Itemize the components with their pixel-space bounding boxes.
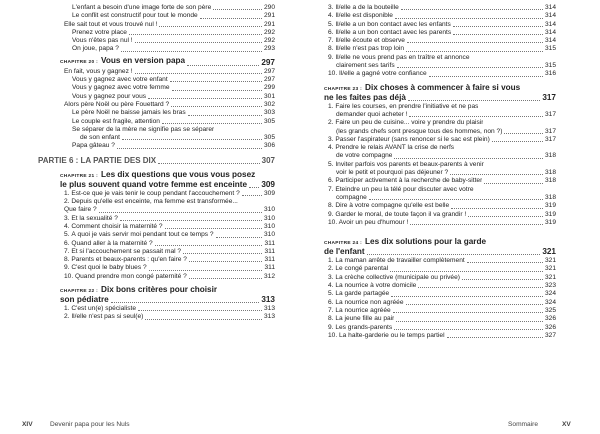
toc-entry <box>60 215 275 223</box>
toc-entry-text: 2. Il/elle n'est pas si seul(e) <box>64 313 144 321</box>
toc-entry-page: 292 <box>263 37 275 45</box>
toc-entry-text: voir le petit et pourquoi pas déjeuner ? <box>336 169 449 177</box>
toc-entry-page: 306 <box>263 142 275 150</box>
running-title: Sommaire <box>508 421 539 428</box>
toc-entry-page: 290 <box>263 4 275 11</box>
toc-entry-text: 7. La nourrice agréée <box>328 306 391 314</box>
dot-leader <box>155 245 263 246</box>
toc-entry-text: 3. Il/elle a de la bouteille <box>328 4 399 11</box>
toc-entry <box>60 93 275 101</box>
toc-entry-text: 6. Quand aller à la maternité ? <box>64 239 153 247</box>
toc-entry <box>324 169 556 177</box>
dot-leader <box>172 90 262 91</box>
toc-entry <box>60 305 275 313</box>
page-number: XV <box>562 421 571 428</box>
toc-entry <box>60 231 275 239</box>
toc-entry-text: 5. Il/elle a un bon contact avec les enfants <box>328 20 451 28</box>
toc-entry-page: 301 <box>263 92 275 100</box>
toc-entry-text: 1. Est-ce que je vais tenir le coup pendant l'accouchement ? <box>64 189 240 197</box>
toc-entry-page: 293 <box>263 45 275 53</box>
toc-entry-text: 2. Le congé parental <box>328 265 389 273</box>
chapter-title-line2: le plus souvent quand votre femme est enceinte <box>60 179 247 189</box>
dot-leader <box>447 337 543 338</box>
right-page <box>300 0 600 434</box>
toc-entry <box>60 109 275 117</box>
toc-entry <box>324 194 556 202</box>
dot-leader <box>242 195 262 196</box>
toc-entry <box>324 29 556 37</box>
toc-entry-text: 6. Il/elle a un bon contact avec les parents <box>328 28 452 36</box>
toc-entry <box>60 313 275 321</box>
toc-entry <box>60 4 275 12</box>
toc-entry <box>324 186 556 194</box>
dot-leader <box>138 310 262 311</box>
chapter-label: CHAPITRE 20 : <box>60 59 99 65</box>
dot-leader <box>99 212 262 213</box>
toc-entry-text: 10. Avoir un peu d'humour ! <box>328 218 409 226</box>
dot-leader <box>450 174 543 175</box>
toc-entry <box>324 62 556 70</box>
toc-entry <box>60 126 275 134</box>
toc-entry <box>324 37 556 45</box>
chapter-title: Les dix solutions pour la garde <box>365 237 487 247</box>
toc-entry-page: 321 <box>544 257 556 265</box>
dot-leader <box>117 148 262 149</box>
chapter-label: CHAPITRE 23 : <box>324 86 363 92</box>
toc-entry-page: 314 <box>544 20 556 28</box>
toc-entry-text: 8. La jeune fille au pair <box>328 315 395 323</box>
toc-entry-page: 303 <box>263 109 275 117</box>
toc-entry-page: 311 <box>264 247 275 255</box>
dot-leader <box>369 199 543 200</box>
toc-entry <box>324 202 556 210</box>
dot-leader <box>171 106 262 107</box>
toc-entry-text: 7. Il/elle écoute et observe <box>328 37 405 45</box>
toc-entry <box>60 206 275 214</box>
dot-leader <box>468 216 543 217</box>
toc-entry-page: 326 <box>544 323 556 331</box>
toc-entry <box>324 136 556 144</box>
toc-entry-text: 3. Et la sexualité ? <box>64 214 118 222</box>
chapter-22-heading <box>60 285 275 305</box>
dot-leader <box>148 98 262 99</box>
dot-leader <box>121 51 262 52</box>
dot-leader <box>159 26 262 27</box>
toc-entry-page: 291 <box>263 12 275 20</box>
toc-entry-page: 311 <box>264 264 275 272</box>
toc-entry-text: 9. Il/elle ne vous prend pas en traître et annonce <box>328 53 470 61</box>
toc-entry-text: Papa gâteau ? <box>72 142 115 150</box>
toc-entry-page: 319 <box>544 202 556 210</box>
toc-entry-text: Vous n'êtes pas nul ! <box>72 37 133 45</box>
toc-entry <box>60 45 275 53</box>
toc-entry-page: 309 <box>263 189 275 197</box>
toc-entry-text: 4. La nourrice à votre domicile <box>328 282 417 290</box>
toc-entry <box>324 211 556 219</box>
toc-entry-text: Le couple est fragile, attention <box>72 117 160 125</box>
dot-leader <box>401 9 543 10</box>
toc-entry <box>324 274 556 282</box>
toc-entry-text: clairement ses tarifs <box>336 62 395 70</box>
dot-leader <box>135 73 262 74</box>
toc-entry <box>60 223 275 231</box>
toc-entry-text: Alors père Noël ou père Fouettard ? <box>64 100 170 108</box>
toc-entry-page: 317 <box>544 110 556 118</box>
toc-entry <box>324 4 556 12</box>
toc-entry <box>324 257 556 265</box>
toc-entry <box>60 264 275 272</box>
toc-entry-text: 4. Prendre le relais AVANT la crise de nerfs <box>328 144 455 152</box>
toc-entry-text: 8. Il/elle n'est pas trop loin <box>328 45 405 53</box>
dot-leader <box>409 116 543 117</box>
toc-entry <box>324 70 556 78</box>
toc-entry-page: 317 <box>544 127 556 135</box>
toc-entry-text: 10. Quand prendre mon congé paternité ? <box>64 272 187 280</box>
toc-entry-text: demander quoi acheter ! <box>336 110 408 118</box>
toc-entry-page: 305 <box>263 117 275 125</box>
toc-entry <box>60 134 275 142</box>
toc-entry <box>60 273 275 281</box>
dot-leader <box>406 51 543 52</box>
toc-entry-page: 324 <box>544 290 556 298</box>
toc-entry-text: 2. Depuis qu'elle est enceinte, ma femme est transformée... <box>64 198 238 206</box>
part-6-heading <box>38 155 275 166</box>
toc-entry-page: 325 <box>544 306 556 314</box>
toc-entry <box>324 219 556 227</box>
toc-entry-page: 326 <box>544 315 556 323</box>
dot-leader <box>189 278 262 279</box>
chapter-title: Dix bons critères pour choisir <box>101 285 218 295</box>
chapter-label: CHAPITRE 22 : <box>60 289 99 295</box>
toc-entry-page: 313 <box>263 313 275 321</box>
toc-entry-text: de votre compagne <box>336 152 393 160</box>
toc-entry <box>324 119 556 127</box>
dot-leader <box>504 133 543 134</box>
toc-entry-text: (les grands chefs sont presque tous des hommes, non ?) <box>336 127 503 135</box>
dot-leader <box>394 158 543 159</box>
toc-entry-text: L'enfant a besoin d'une image forte de son père <box>72 4 212 11</box>
toc-entry-text: Vous y gagnez pour vous <box>72 92 147 100</box>
chapter-title-line2: ne les faites pas déjà <box>324 92 406 102</box>
page-number: XIV <box>22 421 33 428</box>
toc-entry-text: 1. Faire les courses, en prendre l'initiative et ne pas <box>328 102 479 110</box>
toc-entry <box>324 152 556 160</box>
left-toc-column <box>38 4 275 322</box>
toc-entry-text: 9. Garder le moral, de toute façon il va grandir ! <box>328 210 467 218</box>
toc-entry-text: 10. Il/elle a gagné votre confiance <box>328 70 427 78</box>
toc-entry <box>60 190 275 198</box>
dot-leader <box>135 42 262 43</box>
toc-entry-page: 314 <box>544 4 556 11</box>
toc-entry-text: On joue, papa ? <box>72 45 119 53</box>
toc-entry <box>324 54 556 62</box>
toc-entry-page: 299 <box>263 84 275 92</box>
toc-entry-page: 327 <box>544 331 556 339</box>
toc-entry-page: 310 <box>263 214 275 222</box>
dot-leader <box>213 9 262 10</box>
dot-leader <box>492 141 543 142</box>
toc-entry-text: 1. La maman arrête de travailler complètement <box>328 257 465 265</box>
toc-entry-text: 5. Inviter parfois vos parents et beaux-parents à venir <box>328 160 484 168</box>
toc-entry <box>60 142 275 150</box>
toc-entry-text: 3. Passer l'aspirateur (sans renoncer si le sac est plein) <box>328 135 490 143</box>
toc-entry-page: 310 <box>263 222 275 230</box>
toc-entry <box>60 37 275 45</box>
dot-leader <box>393 312 543 313</box>
chapter-title: Les dix questions que vous vous posez <box>101 169 256 179</box>
chapter-23-heading <box>324 83 556 103</box>
toc-entry-page: 317 <box>544 135 556 143</box>
toc-entry-page: 315 <box>544 45 556 53</box>
dot-leader <box>162 123 262 124</box>
chapter-page: 313 <box>261 295 275 305</box>
toc-entry-text: Se séparer de la mère ne signifie pas se séparer <box>72 125 215 133</box>
toc-entry-page: 313 <box>263 305 275 313</box>
toc-entry <box>324 12 556 20</box>
dot-leader <box>451 208 543 209</box>
toc-entry-page: 311 <box>264 239 275 247</box>
dot-leader <box>216 237 262 238</box>
dot-leader <box>122 139 262 140</box>
toc-entry-text: Vous y gagnez avec votre femme <box>72 84 170 92</box>
toc-entry-text: 7. Éteindre un peu la télé pour discuter avec votre <box>328 185 474 193</box>
toc-entry-page: 319 <box>544 210 556 218</box>
chapter-21-heading <box>60 170 275 190</box>
dot-leader <box>453 34 543 35</box>
chapter-24-heading <box>324 237 556 257</box>
toc-entry-text: 9. Les grands-parents <box>328 323 393 331</box>
chapter-label: CHAPITRE 24 : <box>324 241 363 247</box>
toc-entry-page: 314 <box>544 12 556 20</box>
toc-entry-page: 321 <box>544 273 556 281</box>
toc-entry-page: 297 <box>263 76 275 84</box>
dot-leader <box>407 42 543 43</box>
dot-leader <box>170 81 262 82</box>
toc-entry-page: 297 <box>263 67 275 75</box>
toc-entry-page: 305 <box>263 134 275 142</box>
toc-entry-page: 311 <box>264 256 275 264</box>
chapter-title-line2: de l'enfant <box>324 247 365 257</box>
dot-leader <box>120 220 262 221</box>
toc-entry <box>324 177 556 185</box>
toc-entry <box>324 307 556 315</box>
toc-entry-text: 6. La nourrice non agréée <box>328 298 404 306</box>
toc-entry-text: 6. Participer activement à la recherche de baby-sitter <box>328 177 483 185</box>
dot-leader <box>200 18 262 19</box>
toc-entry <box>324 315 556 323</box>
dot-leader <box>391 296 543 297</box>
dot-leader <box>189 261 263 262</box>
toc-entry <box>324 144 556 152</box>
dot-leader <box>395 18 543 19</box>
dot-leader <box>467 262 543 263</box>
toc-entry-page: 314 <box>544 37 556 45</box>
chapter-title-line2: son pédiatre <box>60 295 109 305</box>
toc-entry <box>324 128 556 136</box>
dot-leader <box>418 287 543 288</box>
toc-entry <box>324 324 556 332</box>
dot-leader <box>390 271 543 272</box>
dot-leader <box>484 183 543 184</box>
toc-entry-page: 324 <box>544 298 556 306</box>
toc-entry-page: 315 <box>544 62 556 70</box>
toc-entry <box>60 29 275 37</box>
toc-entry <box>324 21 556 29</box>
toc-entry-page: 318 <box>544 177 556 185</box>
toc-entry-text: Prenez votre place <box>72 28 127 36</box>
right-toc-column <box>324 4 556 340</box>
toc-entry-text: Le conflit est constructif pour tout le monde <box>72 12 198 20</box>
toc-entry-page: 302 <box>263 100 275 108</box>
toc-entry <box>60 248 275 256</box>
toc-entry-text: 7. Et si l'accouchement se passait mal ? <box>64 247 182 255</box>
chapter-20-heading <box>60 55 275 68</box>
dot-leader <box>188 115 262 116</box>
toc-entry <box>60 12 275 20</box>
toc-entry-text: Vous y gagnez avec votre enfant <box>72 76 168 84</box>
dot-leader <box>429 76 543 77</box>
dot-leader <box>149 270 263 271</box>
toc-entry <box>60 68 275 76</box>
dot-leader <box>165 228 262 229</box>
toc-entry-text: de son enfant <box>80 134 120 142</box>
toc-entry <box>60 84 275 92</box>
toc-entry <box>324 290 556 298</box>
toc-entry-text: 10. La halte-garderie ou le temps partiel <box>328 331 445 339</box>
toc-entry-page: 323 <box>544 282 556 290</box>
dot-leader <box>397 67 543 68</box>
chapter-page: 317 <box>542 92 556 102</box>
toc-entry-page: 291 <box>263 20 275 28</box>
toc-entry-text: Elle sait tout et vous trouvé nul ! <box>64 20 158 28</box>
toc-entry-page: 321 <box>544 265 556 273</box>
toc-entry <box>324 161 556 169</box>
toc-entry-page: 310 <box>263 231 275 239</box>
toc-entry-page: 318 <box>544 152 556 160</box>
part-page: 307 <box>261 155 275 165</box>
toc-entry <box>60 240 275 248</box>
toc-entry <box>60 76 275 84</box>
chapter-title: Dix choses à commencer à faire si vous <box>365 82 521 92</box>
toc-entry-page: 310 <box>263 206 275 214</box>
toc-entry-text: Le père Noël ne baisse jamais les bras <box>72 109 186 117</box>
toc-entry <box>60 198 275 206</box>
dot-leader <box>145 319 262 320</box>
toc-entry <box>324 45 556 53</box>
toc-entry-page: 319 <box>544 218 556 226</box>
toc-entry <box>60 21 275 29</box>
dot-leader <box>462 279 543 280</box>
toc-entry-page: 292 <box>263 28 275 36</box>
dot-leader <box>396 321 543 322</box>
running-title: Devenir papa pour les Nuls <box>50 421 130 428</box>
toc-entry-text: 9. C'est quoi le baby blues ? <box>64 264 147 272</box>
toc-entry <box>324 282 556 290</box>
dot-leader <box>129 34 262 35</box>
toc-entry-text: compagne <box>336 193 367 201</box>
toc-entry-text: 1. C'est un(e) spécialiste <box>64 305 136 313</box>
toc-entry <box>60 118 275 126</box>
toc-entry-text: 8. Parents et beaux-parents : qu'en faire ? <box>64 256 187 264</box>
chapter-page: 297 <box>261 57 275 67</box>
toc-entry-text: Que faire ? <box>64 206 97 214</box>
toc-entry-text: En fait, vous y gagnez ! <box>64 67 133 75</box>
toc-entry <box>324 103 556 111</box>
chapter-page: 321 <box>542 247 556 257</box>
toc-entry-text: 3. La crèche collective (municipale ou privée) <box>328 273 460 281</box>
chapter-page: 309 <box>261 179 275 189</box>
toc-entry-text: 8. Dire à votre compagne qu'elle est belle <box>328 202 450 210</box>
toc-entry-text: 4. Comment choisir la maternité ? <box>64 222 163 230</box>
chapter-label: CHAPITRE 21 : <box>60 173 99 179</box>
toc-entry <box>60 256 275 264</box>
toc-entry <box>324 265 556 273</box>
toc-entry <box>324 332 556 340</box>
chapter-title: Vous en version papa <box>101 55 186 65</box>
toc-entry <box>324 299 556 307</box>
toc-entry-page: 314 <box>544 28 556 36</box>
toc-entry-text: 5. À quoi je vais servir moi pendant tout ce temps ? <box>64 231 214 239</box>
toc-entry <box>324 111 556 119</box>
toc-entry-page: 318 <box>544 193 556 201</box>
dot-leader <box>410 224 543 225</box>
dot-leader <box>183 253 262 254</box>
part-title: PARTIE 6 : LA PARTIE DES DIX <box>38 155 157 165</box>
toc-entry-page: 316 <box>544 70 556 78</box>
toc-entry-page: 312 <box>263 272 275 280</box>
toc-entry <box>60 101 275 109</box>
dot-leader <box>394 329 543 330</box>
toc-entry-text: 2. Faire un peu de cuisine... voire y prendre du plaisir <box>328 119 484 127</box>
toc-entry-page: 318 <box>544 169 556 177</box>
dot-leader <box>453 26 543 27</box>
dot-leader <box>406 304 543 305</box>
toc-entry-text: 4. Il/elle est disponible <box>328 12 393 20</box>
toc-entry-text: 5. La garde partagée <box>328 290 390 298</box>
